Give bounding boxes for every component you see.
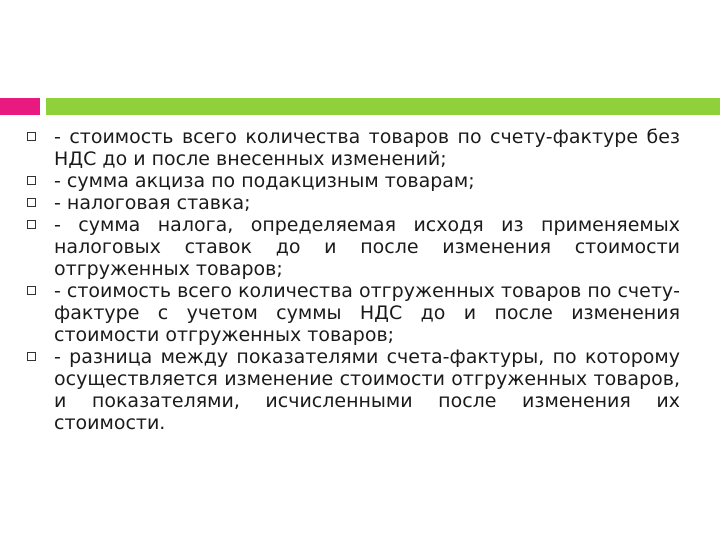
square-bullet-icon bbox=[27, 220, 36, 229]
list-item bbox=[24, 346, 680, 434]
list-item-text: - сумма налога, определяемая исходя из применяемых налоговых ставок до и после изменения стоимости отгруженных товаров; bbox=[54, 214, 680, 280]
square-bullet-icon bbox=[27, 352, 36, 361]
list-item bbox=[24, 192, 680, 214]
list-item-text: - разница между показателями счета-фактуры, по которому осуществляется изменение стоимости отгруженных товаров, и показателями, исчисленными после изменения их стоимости. bbox=[54, 346, 680, 434]
accent-bar-green bbox=[46, 98, 720, 115]
accent-bar-pink bbox=[0, 98, 40, 115]
list-item-text: - налоговая ставка; bbox=[54, 192, 251, 214]
list-item-text: - сумма акциза по подакцизным товарам; bbox=[54, 170, 475, 192]
square-bullet-icon bbox=[27, 286, 36, 295]
list-item bbox=[24, 214, 680, 280]
list-item bbox=[24, 126, 680, 170]
square-bullet-icon bbox=[27, 198, 36, 207]
square-bullet-icon bbox=[27, 132, 36, 141]
list-item-text: - стоимость всего количества товаров по счету-фактуре без НДС до и после внесенных изменений; bbox=[54, 126, 680, 170]
list-item bbox=[24, 170, 680, 192]
square-bullet-icon bbox=[27, 176, 36, 185]
list-item-text: - стоимость всего количества отгруженных товаров по счету-фактуре с учетом суммы НДС до и после изменения стоимости отгруженных товаров; bbox=[54, 280, 680, 346]
list-item bbox=[24, 280, 680, 346]
bullet-list bbox=[24, 126, 680, 434]
